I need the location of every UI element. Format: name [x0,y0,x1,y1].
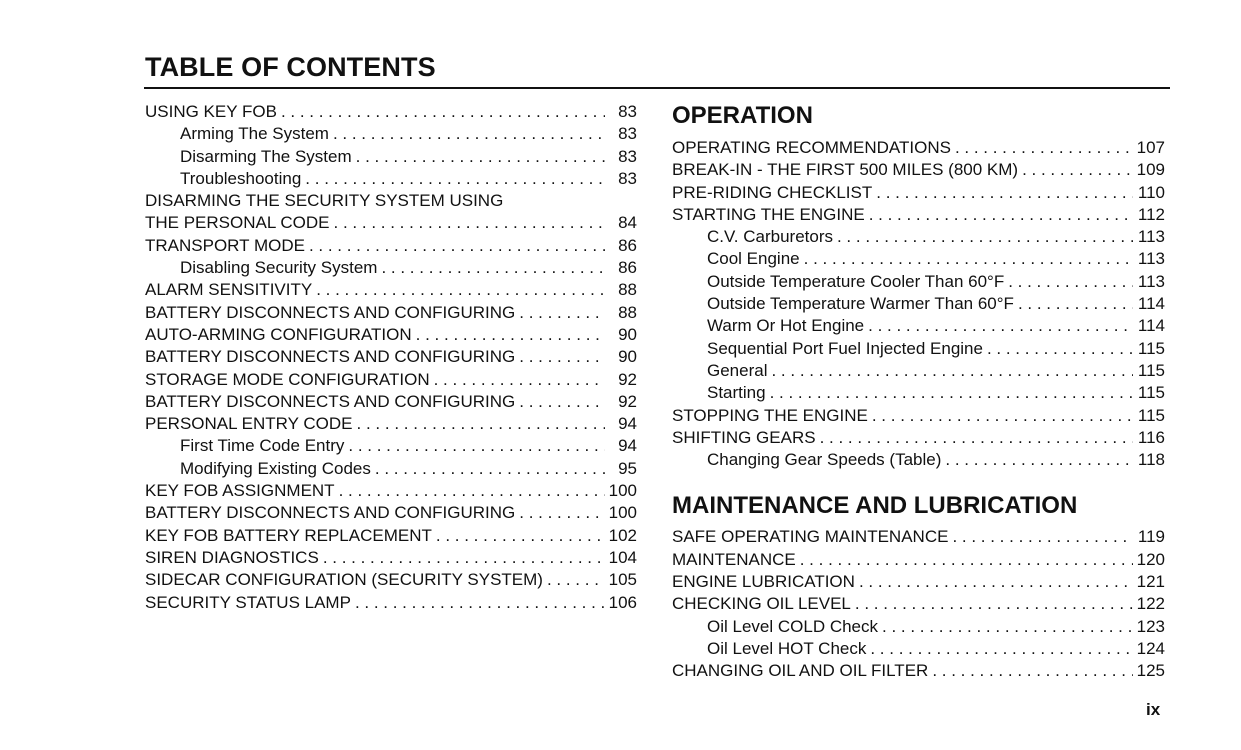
toc-entry-page: 83 [618,124,637,144]
toc-entry-label: Outside Temperature Cooler Than 60°F [707,271,1005,291]
dot-leader [1022,159,1133,181]
dot-leader [952,526,1133,548]
toc-entry[interactable] [672,616,1165,638]
dot-leader [882,616,1133,638]
toc-entry-label: USING KEY FOB [145,102,277,121]
toc-entry[interactable] [145,212,637,234]
dot-leader [837,226,1133,248]
toc-entry-page: 88 [618,302,637,322]
toc-entry-label: Outside Temperature Warmer Than 60°F [707,294,1014,314]
toc-entry-page: 94 [618,414,637,434]
toc-entry-page: 100 [608,503,637,523]
dot-leader [416,324,605,346]
toc-entry-page: 120 [1136,549,1165,569]
dot-leader [381,257,605,279]
toc-entry[interactable] [672,293,1165,315]
toc-entry[interactable] [145,279,637,301]
toc-entry[interactable] [672,382,1165,404]
dot-leader [434,369,605,391]
toc-entry[interactable] [145,547,637,569]
toc-entry[interactable] [145,592,637,614]
dot-leader [519,391,605,413]
toc-entry[interactable] [145,480,637,502]
dot-leader [820,427,1133,449]
toc-entry-page: 102 [608,525,637,545]
toc-entry-page: 116 [1137,427,1165,447]
toc-entry-label: BREAK-IN - THE FIRST 500 MILES (800 KM) [672,160,1019,180]
title-divider [144,87,1170,89]
toc-entry[interactable] [672,660,1165,682]
toc-entry-label: THE PERSONAL CODE [145,213,330,233]
toc-entry-page: 86 [618,258,637,278]
toc-entry-page: 113 [1137,271,1165,291]
toc-entry[interactable] [672,204,1165,226]
toc-entry-label: BATTERY DISCONNECTS AND CONFIGURING [145,391,516,411]
dot-leader [855,593,1133,615]
toc-entry-page: 92 [618,369,637,389]
toc-entry-page: 123 [1136,616,1165,636]
toc-entry-page: 105 [608,570,637,590]
toc-entry-label: AUTO-ARMING CONFIGURATION [145,324,412,344]
section-entries-operation [672,137,1165,471]
toc-entry-label: C.V. Carburetors [707,227,833,247]
dot-leader [339,480,605,502]
dot-leader [770,382,1133,404]
toc-entry-page: 114 [1137,294,1165,314]
toc-entry-label: BATTERY DISCONNECTS AND CONFIGURING [145,347,516,367]
toc-entry-label: ALARM SENSITIVITY [145,280,313,300]
toc-entry-label: Changing Gear Speeds (Table) [707,450,942,470]
toc-entry[interactable] [145,235,637,257]
toc-entry-label: Warm Or Hot Engine [707,316,865,336]
toc-entry[interactable] [672,571,1165,593]
section-heading-operation: OPERATION [672,102,813,129]
dot-leader [519,346,605,368]
toc-entry-page: 94 [618,436,637,456]
toc-entry[interactable] [145,190,637,212]
dot-leader [357,413,605,435]
dot-leader [800,549,1133,571]
toc-entry-label: CHECKING OIL LEVEL [672,594,851,614]
toc-entry[interactable] [672,271,1165,293]
toc-entry-page: 107 [1136,138,1165,157]
toc-entry[interactable] [672,427,1165,449]
toc-entry-page: 115 [1137,338,1165,358]
toc-entry-label: Oil Level HOT Check [707,638,867,658]
toc-entry-label: ENGINE LUBRICATION [672,572,855,592]
toc-entry[interactable] [145,369,637,391]
toc-entry-page: 114 [1137,316,1165,336]
toc-entry-label: BATTERY DISCONNECTS AND CONFIGURING [145,503,516,523]
dot-leader [309,235,605,257]
dot-leader [955,137,1133,159]
dot-leader [876,182,1133,204]
toc-entry-label: Troubleshooting [180,168,302,188]
toc-entry[interactable] [145,146,637,168]
dot-leader [355,592,605,614]
dot-leader [868,315,1133,337]
toc-left-column [145,101,637,614]
toc-entry[interactable] [145,123,637,145]
toc-entry-label: STORAGE MODE CONFIGURATION [145,369,430,389]
toc-entry[interactable] [145,413,637,435]
toc-entry-page: 124 [1136,638,1165,658]
toc-entry[interactable] [672,593,1165,615]
toc-entry-label: KEY FOB BATTERY REPLACEMENT [145,525,432,545]
toc-entry[interactable] [672,549,1165,571]
toc-entry[interactable] [145,525,637,547]
dot-leader [872,405,1133,427]
toc-entry[interactable] [672,182,1165,204]
dot-leader [869,204,1133,226]
dot-leader [945,449,1133,471]
toc-entry[interactable] [672,338,1165,360]
toc-entry-label: Oil Level COLD Check [707,616,879,636]
dot-leader [771,360,1133,382]
toc-entry-page: 125 [1136,661,1165,681]
dot-leader [1018,293,1133,315]
toc-entry-label: MAINTENANCE [672,549,796,569]
toc-entry[interactable] [145,168,637,190]
dot-leader [323,547,605,569]
dot-leader [859,571,1133,593]
toc-entry-page: 104 [608,547,637,567]
dot-leader [281,101,605,123]
toc-entry-label: TRANSPORT MODE [145,235,305,255]
toc-entry-label: OPERATING RECOMMENDATIONS [672,138,951,157]
toc-entry-page: 121 [1136,572,1165,592]
section-heading-maintenance: MAINTENANCE AND LUBRICATION [672,492,1078,520]
section-entries-maintenance [672,526,1165,682]
toc-entry-page: 115 [1137,360,1165,380]
toc-right-column [672,101,1165,683]
toc-entry[interactable] [672,248,1165,270]
toc-entry[interactable] [145,458,637,480]
toc-entry-page: 112 [1137,204,1165,224]
toc-entry-page: 100 [608,481,637,501]
toc-entry-page: 119 [1137,527,1165,547]
dot-leader [804,248,1133,270]
toc-entry-label: Disarming The System [180,146,352,166]
toc-entry-page: 90 [618,347,637,367]
dot-leader [348,435,605,457]
toc-entry-label: DISARMING THE SECURITY SYSTEM USING [145,191,504,211]
toc-entry-label: Sequential Port Fuel Injected Engine [707,338,983,358]
toc-entry-label: SAFE OPERATING MAINTENANCE [672,527,949,547]
toc-entry[interactable] [145,435,637,457]
toc-entry[interactable] [672,449,1165,471]
toc-entry[interactable] [672,159,1165,181]
toc-entry-page: 84 [618,213,637,233]
toc-entry-label: STOPPING THE ENGINE [672,405,868,425]
dot-leader [932,660,1132,682]
dot-leader [375,458,605,480]
dot-leader [1008,271,1133,293]
dot-leader [316,279,605,301]
toc-entry-label: SIDECAR CONFIGURATION (SECURITY SYSTEM) [145,570,543,590]
toc-entry-page: 83 [618,168,637,188]
toc-entry-label: Cool Engine [707,249,800,269]
dot-leader [305,168,605,190]
dot-leader [333,123,605,145]
toc-entry-label: SHIFTING GEARS [672,427,816,447]
toc-entry-page: 115 [1137,383,1165,403]
toc-entry[interactable] [672,638,1165,660]
toc-entry[interactable] [145,302,637,324]
toc-entry-label: STARTING THE ENGINE [672,204,865,224]
toc-entry-page: 90 [618,324,637,344]
toc-entry-label: PERSONAL ENTRY CODE [145,414,353,434]
toc-entry-label: Arming The System [180,124,329,144]
dot-leader [519,302,605,324]
toc-entry[interactable] [672,315,1165,337]
toc-entry[interactable] [145,101,637,123]
toc-entry-page: 118 [1137,450,1165,470]
toc-entry-page: 109 [1136,160,1165,180]
toc-entry-page: 83 [618,102,637,121]
toc-entry-page: 113 [1137,249,1165,269]
toc-entry[interactable] [672,526,1165,548]
toc-entry-label: SIREN DIAGNOSTICS [145,547,319,567]
toc-entry-page: 83 [618,146,637,166]
toc-entry-label: BATTERY DISCONNECTS AND CONFIGURING [145,302,516,322]
toc-entry[interactable] [672,137,1165,159]
toc-entry-page: 86 [618,235,637,255]
toc-entry-page: 92 [618,391,637,411]
dot-leader [356,146,605,168]
dot-leader [987,338,1133,360]
toc-entry[interactable] [672,405,1165,427]
toc-entry-label: General [707,360,768,380]
toc-entry[interactable] [145,391,637,413]
toc-entry[interactable] [672,360,1165,382]
toc-entry-label: First Time Code Entry [180,436,345,456]
dot-leader [547,569,605,591]
dot-leader [436,525,605,547]
dot-leader [870,638,1132,660]
toc-entry-label: PRE-RIDING CHECKLIST [672,182,873,202]
toc-entry-label: SECURITY STATUS LAMP [145,592,351,612]
dot-leader [334,212,605,234]
page-number-footer: ix [1146,700,1161,719]
toc-entry-label: Modifying Existing Codes [180,458,371,478]
toc-entry[interactable] [672,226,1165,248]
toc-entry-label: Disabling Security System [180,258,378,278]
toc-entry-page: 113 [1137,227,1165,247]
dot-leader [519,502,604,524]
toc-entry-label: KEY FOB ASSIGNMENT [145,481,335,501]
toc-entry-label: Starting [707,383,766,403]
toc-entry[interactable] [145,257,637,279]
toc-entry-page: 106 [608,592,637,612]
toc-entry-page: 95 [618,458,637,478]
page-title: TABLE OF CONTENTS [145,52,436,82]
toc-entry-page: 110 [1137,182,1165,202]
toc-entry-label: CHANGING OIL AND OIL FILTER [672,661,929,681]
toc-entry-page: 122 [1136,594,1165,614]
toc-entry[interactable] [145,324,637,346]
toc-entry[interactable] [145,346,637,368]
toc-entry[interactable] [145,569,637,591]
toc-entry-page: 115 [1137,405,1165,425]
toc-entry-page: 88 [618,280,637,300]
toc-entry[interactable] [145,502,637,524]
